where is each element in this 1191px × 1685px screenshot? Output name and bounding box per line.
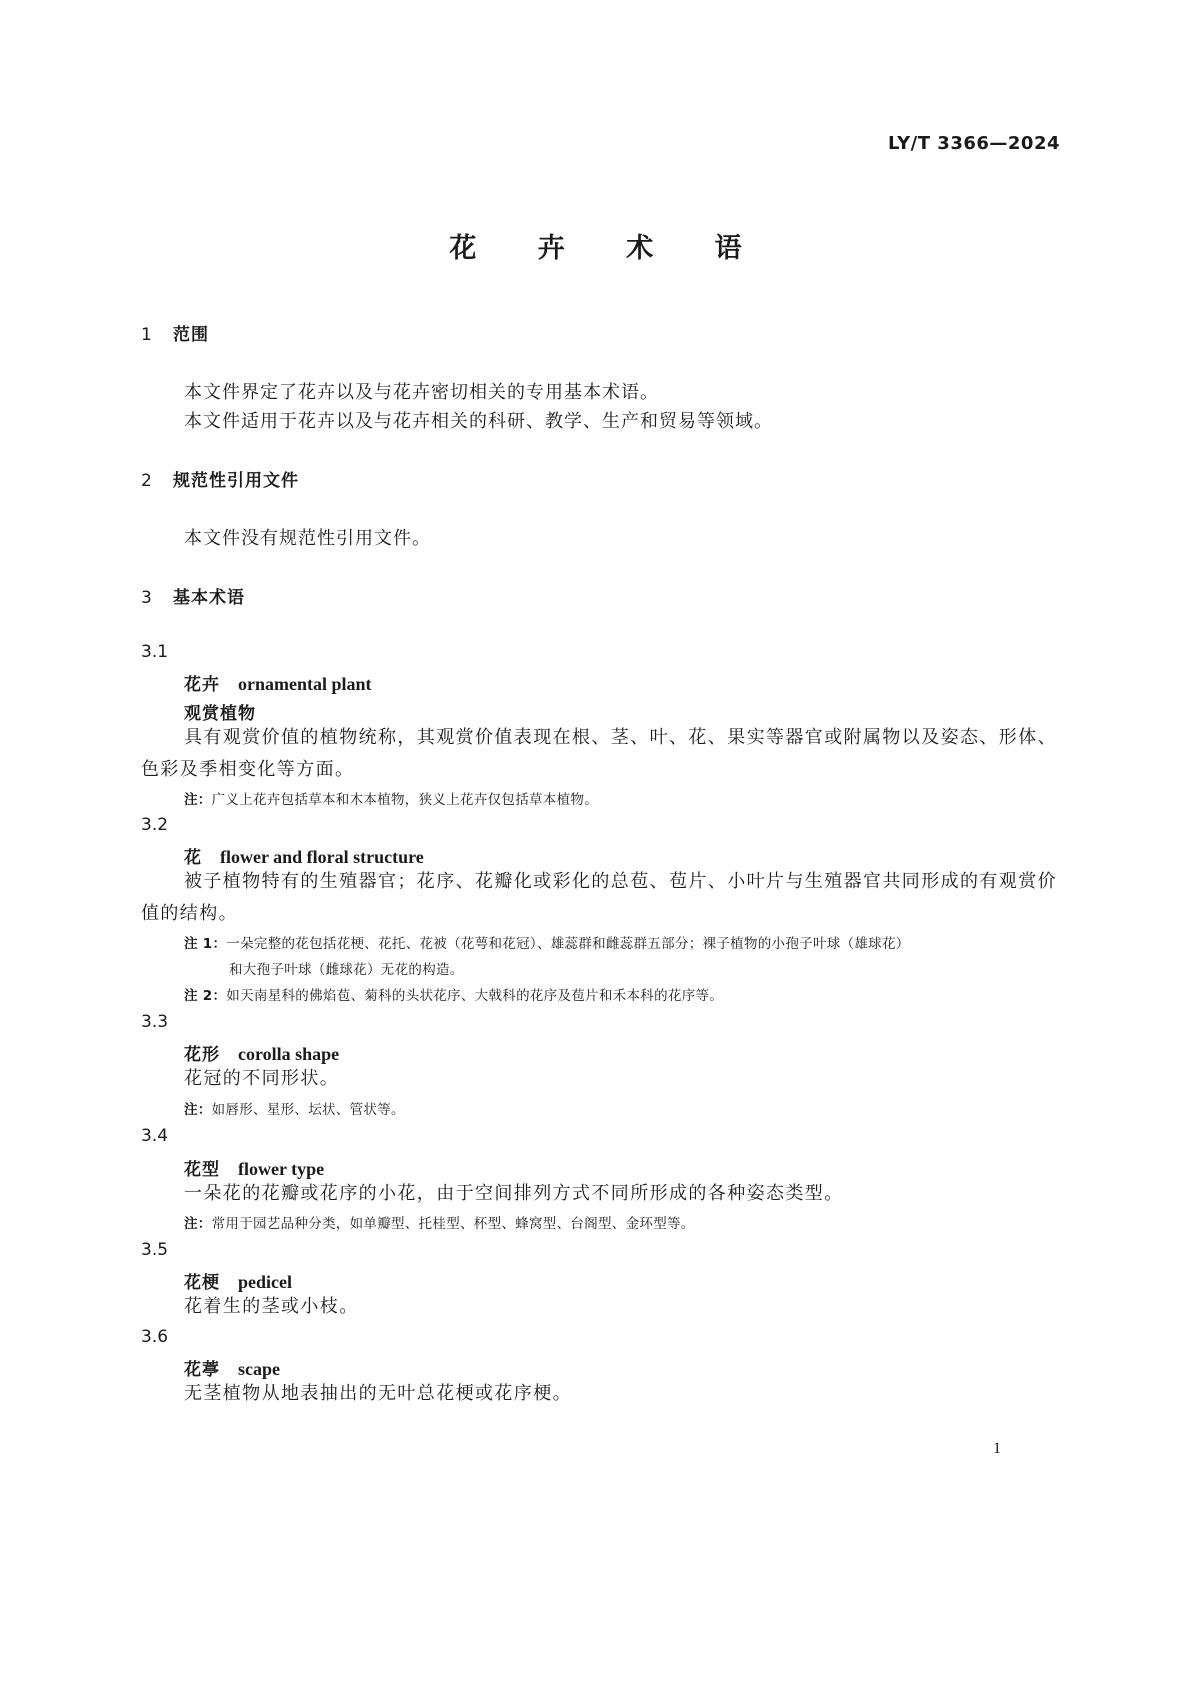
note-label: 注 1： (184, 936, 227, 952)
term-en: scape (238, 1359, 280, 1379)
term-note (184, 984, 723, 1004)
note-text: 如天南星科的佛焰苞、菊科的头状花序、大戟科的花序及苞片和禾本科的花序等。 (226, 988, 724, 1004)
term-definition: 一朵花的花瓣或花序的小花，由于空间排列方式不同所形成的各种姿态类型。 (184, 1183, 844, 1204)
note-continuation: 和大孢子叶球（雌球花）无花的构造。 (229, 962, 464, 978)
note-label: 注： (184, 1216, 212, 1232)
term-definition: 花着生的茎或小枝。 (184, 1296, 359, 1317)
term-number: 3.4 (141, 1126, 169, 1146)
standard-code: LY/T 3366—2024 (887, 133, 1060, 154)
section-1-heading (141, 320, 209, 345)
term-zh: 花卉 (184, 675, 220, 695)
term-zh: 花形 (184, 1045, 220, 1065)
term-number: 3.3 (141, 1012, 169, 1032)
note-text: 一朵完整的花包括花梗、花托、花被（花萼和花冠）、雄蕊群和雌蕊群五部分；裸子植物的小孢子叶球（雄球花） (226, 936, 910, 952)
term-entry (184, 1040, 339, 1065)
term-definition: 无茎植物从地表抽出的无叶总花梗或花序梗。 (184, 1383, 572, 1404)
term-entry (184, 1355, 280, 1380)
term-number: 3.2 (141, 815, 169, 835)
term-zh: 花葶 (184, 1360, 220, 1380)
section-number: 3 (141, 588, 152, 608)
section-2-heading (141, 466, 299, 491)
term-entry (184, 843, 424, 868)
term-en: corolla shape (238, 1044, 340, 1064)
note-label: 注： (184, 1102, 212, 1118)
section-number: 1 (141, 325, 152, 345)
term-en: ornamental plant (238, 674, 372, 694)
page-number: 1 (993, 1440, 1001, 1457)
section-3-heading (141, 583, 245, 608)
section-title: 规范性引用文件 (173, 471, 299, 491)
term-number: 3.1 (141, 642, 169, 662)
note-label: 注 2： (184, 988, 227, 1004)
term-entry (184, 1268, 292, 1293)
term-zh: 花 (184, 848, 202, 868)
term-zh: 花型 (184, 1160, 220, 1180)
term-number: 3.5 (141, 1240, 169, 1260)
term-note (184, 1212, 695, 1232)
note-text: 常用于园艺品种分类，如单瓣型、托桂型、杯型、蜂窝型、台阁型、金环型等。 (211, 1216, 695, 1232)
term-en: pedicel (238, 1272, 292, 1292)
term-definition: 具有观赏价值的植物统称，其观赏价值表现在根、茎、叶、花、果实等器官或附属物以及姿态、形体、色彩及季相变化等方面。 (141, 727, 1057, 780)
term-definition: 花冠的不同形状。 (184, 1068, 340, 1089)
paragraph: 本文件没有规范性引用文件。 (184, 528, 431, 549)
term-note (184, 932, 910, 952)
note-text: 广义上花卉包括草本和木本植物，狭义上花卉仅包括草本植物。 (211, 792, 599, 808)
paragraph: 本文件界定了花卉以及与花卉密切相关的专用基本术语。 (184, 382, 659, 403)
section-title: 范围 (173, 325, 209, 345)
document-title: 花 卉 术 语 (449, 233, 768, 264)
term-note (184, 788, 598, 808)
note-label: 注： (184, 792, 212, 808)
term-zh: 花梗 (184, 1273, 220, 1293)
term-entry (184, 1155, 324, 1180)
term-definition: 被子植物特有的生殖器官；花序、花瓣化或彩化的总苞、苞片、小叶片与生殖器官共同形成的有观赏价值的结构。 (141, 871, 1057, 924)
term-entry (184, 670, 372, 695)
note-text: 如唇形、星形、坛状、管状等。 (211, 1102, 405, 1118)
section-number: 2 (141, 471, 152, 491)
term-note (184, 1098, 405, 1118)
term-number: 3.6 (141, 1327, 169, 1347)
term-en: flower type (238, 1159, 325, 1179)
section-title: 基本术语 (173, 588, 245, 608)
paragraph: 本文件适用于花卉以及与花卉相关的科研、教学、生产和贸易等领域。 (184, 411, 773, 432)
term-en: flower and floral structure (220, 847, 424, 867)
term-synonym: 观赏植物 (184, 704, 256, 724)
